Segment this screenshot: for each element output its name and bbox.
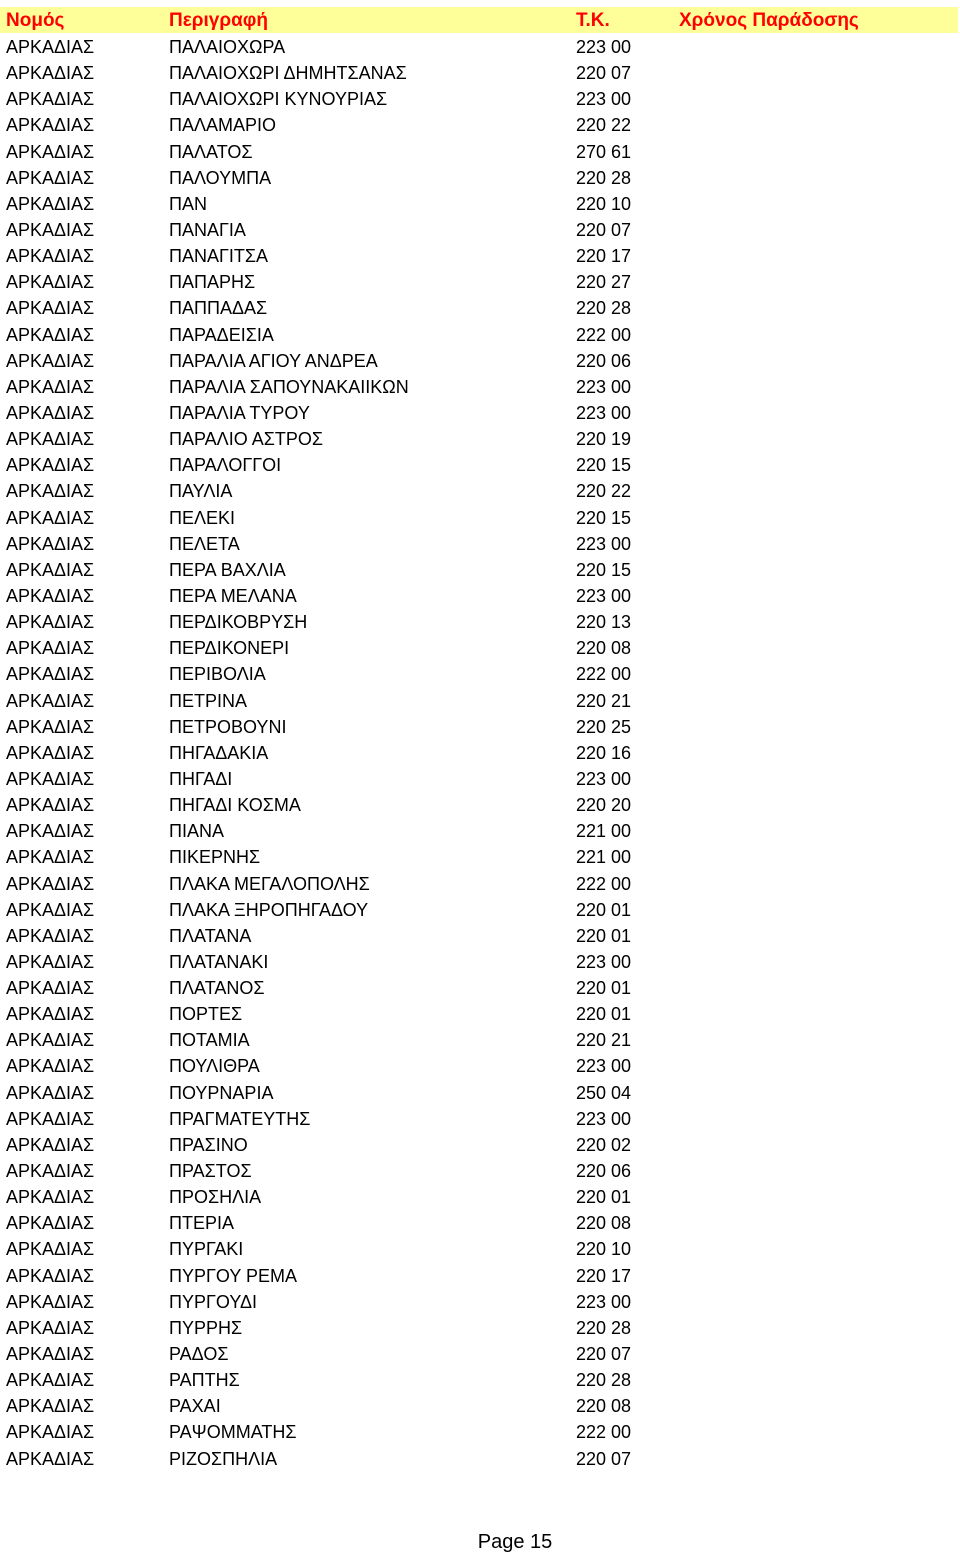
cell-perigrafi: ΠΑΝ bbox=[169, 193, 208, 214]
cell-perigrafi: ΡΑΨΟΜΜΑΤΗΣ bbox=[169, 1422, 297, 1443]
cell-tk: 220 07 bbox=[576, 219, 632, 240]
cell-tk: 220 01 bbox=[576, 1187, 632, 1208]
table-row bbox=[0, 661, 958, 687]
cell-nomos: ΑΡΚΑΔΙΑΣ bbox=[6, 742, 95, 763]
cell-perigrafi: ΠΛΑΤΑΝΑ bbox=[169, 925, 252, 946]
cell-tk: 220 01 bbox=[576, 899, 632, 920]
table-row bbox=[0, 531, 958, 557]
cell-tk: 220 01 bbox=[576, 978, 632, 999]
cell-tk: 220 10 bbox=[576, 1239, 632, 1260]
table-row bbox=[0, 1053, 958, 1079]
cell-nomos: ΑΡΚΑΔΙΑΣ bbox=[6, 429, 95, 450]
cell-perigrafi: ΠΕΛΕΚΙ bbox=[169, 507, 236, 528]
cell-tk: 220 28 bbox=[576, 1317, 632, 1338]
cell-tk: 220 07 bbox=[576, 63, 632, 84]
table-row bbox=[0, 949, 958, 975]
cell-nomos: ΑΡΚΑΔΙΑΣ bbox=[6, 1187, 95, 1208]
cell-perigrafi: ΠΑΡΑΔΕΙΣΙΑ bbox=[169, 324, 274, 345]
cell-nomos: ΑΡΚΑΔΙΑΣ bbox=[6, 298, 95, 319]
table-row bbox=[0, 86, 958, 112]
cell-tk: 220 27 bbox=[576, 272, 632, 293]
cell-perigrafi: ΠΟΥΛΙΘΡΑ bbox=[169, 1056, 260, 1077]
table-row bbox=[0, 165, 958, 191]
table-row bbox=[0, 112, 958, 138]
cell-perigrafi: ΠΟΡΤΕΣ bbox=[169, 1004, 243, 1025]
cell-perigrafi: ΠΗΓΑΔΑΚΙΑ bbox=[169, 742, 269, 763]
cell-tk: 220 25 bbox=[576, 716, 632, 737]
cell-tk: 220 19 bbox=[576, 429, 632, 450]
table-row bbox=[0, 1419, 958, 1445]
column-header-xronos: Χρόνος Παράδοσης bbox=[679, 10, 859, 31]
cell-perigrafi: ΠΑΛΟΥΜΠΑ bbox=[169, 167, 272, 188]
table-row bbox=[0, 871, 958, 897]
cell-nomos: ΑΡΚΑΔΙΑΣ bbox=[6, 350, 95, 371]
cell-tk: 220 06 bbox=[576, 350, 632, 371]
table-row bbox=[0, 897, 958, 923]
table-row bbox=[0, 609, 958, 635]
cell-nomos: ΑΡΚΑΔΙΑΣ bbox=[6, 376, 95, 397]
table-row bbox=[0, 1210, 958, 1236]
cell-perigrafi: ΠΑΛΑΙΟΧΩΡΑ bbox=[169, 37, 286, 57]
cell-nomos: ΑΡΚΑΔΙΑΣ bbox=[6, 1134, 95, 1155]
table-row bbox=[0, 923, 958, 949]
table-row bbox=[0, 374, 958, 400]
cell-tk: 222 00 bbox=[576, 324, 632, 345]
cell-tk: 270 61 bbox=[576, 141, 632, 162]
cell-nomos: ΑΡΚΑΔΙΑΣ bbox=[6, 1317, 95, 1338]
cell-nomos: ΑΡΚΑΔΙΑΣ bbox=[6, 115, 95, 136]
cell-perigrafi: ΠΑΡΑΛΙΑ ΑΓΙΟΥ ΑΝΔΡΕΑ bbox=[169, 350, 378, 371]
cell-tk: 220 28 bbox=[576, 167, 632, 188]
cell-tk: 220 08 bbox=[576, 1396, 632, 1417]
cell-tk: 223 00 bbox=[576, 533, 632, 554]
cell-nomos: ΑΡΚΑΔΙΑΣ bbox=[6, 585, 95, 606]
cell-tk: 223 00 bbox=[576, 951, 632, 972]
cell-nomos: ΑΡΚΑΔΙΑΣ bbox=[6, 481, 95, 502]
cell-nomos: ΑΡΚΑΔΙΑΣ bbox=[6, 219, 95, 240]
cell-nomos: ΑΡΚΑΔΙΑΣ bbox=[6, 63, 95, 84]
cell-tk: 220 20 bbox=[576, 795, 632, 816]
table-row bbox=[0, 217, 958, 243]
table-row bbox=[0, 688, 958, 714]
table-row bbox=[0, 1341, 958, 1367]
cell-nomos: ΑΡΚΑΔΙΑΣ bbox=[6, 1291, 95, 1312]
cell-tk: 221 00 bbox=[576, 821, 632, 842]
table-row bbox=[0, 400, 958, 426]
cell-tk: 220 28 bbox=[576, 1370, 632, 1391]
cell-perigrafi: ΠΛΑΚΑ ΞΗΡΟΠΗΓΑΔΟΥ bbox=[169, 899, 369, 920]
cell-perigrafi: ΠΑΥΛΙΑ bbox=[169, 481, 233, 502]
table-row bbox=[0, 295, 958, 321]
cell-tk: 220 15 bbox=[576, 507, 632, 528]
cell-tk: 223 00 bbox=[576, 89, 632, 110]
table-row bbox=[0, 139, 958, 165]
cell-nomos: ΑΡΚΑΔΙΑΣ bbox=[6, 1213, 95, 1234]
table-row bbox=[0, 583, 958, 609]
cell-nomos: ΑΡΚΑΔΙΑΣ bbox=[6, 37, 95, 57]
cell-tk: 220 06 bbox=[576, 1161, 632, 1182]
cell-perigrafi: ΠΡΑΓΜΑΤΕΥΤΗΣ bbox=[169, 1108, 311, 1129]
cell-tk: 221 00 bbox=[576, 847, 632, 868]
table-row bbox=[0, 269, 958, 295]
column-header-tk: Τ.Κ. bbox=[576, 10, 610, 31]
cell-nomos: ΑΡΚΑΔΙΑΣ bbox=[6, 246, 95, 267]
cell-nomos: ΑΡΚΑΔΙΑΣ bbox=[6, 1422, 95, 1443]
cell-perigrafi: ΠΑΡΑΛΙΑ ΤΥΡΟΥ bbox=[169, 402, 310, 423]
table-row bbox=[0, 452, 958, 478]
cell-nomos: ΑΡΚΑΔΙΑΣ bbox=[6, 455, 95, 476]
cell-perigrafi: ΠΥΡΓΟΥΔΙ bbox=[169, 1291, 258, 1312]
cell-perigrafi: ΠΤΕΡΙΑ bbox=[169, 1213, 235, 1234]
cell-perigrafi: ΠΥΡΡΗΣ bbox=[169, 1317, 243, 1338]
cell-tk: 223 00 bbox=[576, 402, 632, 423]
cell-nomos: ΑΡΚΑΔΙΑΣ bbox=[6, 1239, 95, 1260]
table-row bbox=[0, 714, 958, 740]
cell-nomos: ΑΡΚΑΔΙΑΣ bbox=[6, 1370, 95, 1391]
cell-perigrafi: ΠΙΑΝΑ bbox=[169, 821, 225, 842]
cell-tk: 222 00 bbox=[576, 1422, 632, 1443]
cell-nomos: ΑΡΚΑΔΙΑΣ bbox=[6, 873, 95, 894]
table-body bbox=[0, 34, 958, 1472]
table-row bbox=[0, 60, 958, 86]
cell-tk: 220 28 bbox=[576, 298, 632, 319]
table-row bbox=[0, 557, 958, 583]
cell-tk: 223 00 bbox=[576, 1291, 632, 1312]
cell-perigrafi: ΠΛΑΤΑΝΑΚΙ bbox=[169, 951, 269, 972]
cell-tk: 220 15 bbox=[576, 455, 632, 476]
table-row bbox=[0, 348, 958, 374]
cell-nomos: ΑΡΚΑΔΙΑΣ bbox=[6, 533, 95, 554]
table-row bbox=[0, 975, 958, 1001]
cell-nomos: ΑΡΚΑΔΙΑΣ bbox=[6, 193, 95, 214]
column-header-perigrafi: Περιγραφή bbox=[169, 10, 268, 31]
cell-perigrafi: ΠΕΛΕΤΑ bbox=[169, 533, 240, 554]
cell-nomos: ΑΡΚΑΔΙΑΣ bbox=[6, 690, 95, 711]
cell-nomos: ΑΡΚΑΔΙΑΣ bbox=[6, 1396, 95, 1417]
table-row bbox=[0, 766, 958, 792]
cell-perigrafi: ΠΟΥΡΝΑΡΙΑ bbox=[169, 1082, 274, 1103]
cell-tk: 220 21 bbox=[576, 690, 632, 711]
cell-nomos: ΑΡΚΑΔΙΑΣ bbox=[6, 1344, 95, 1365]
cell-nomos: ΑΡΚΑΔΙΑΣ bbox=[6, 821, 95, 842]
table-row bbox=[0, 740, 958, 766]
cell-perigrafi: ΠΡΟΣΗΛΙΑ bbox=[169, 1187, 262, 1208]
cell-nomos: ΑΡΚΑΔΙΑΣ bbox=[6, 89, 95, 110]
cell-perigrafi: ΠΑΝΑΓΙΑ bbox=[169, 219, 246, 240]
cell-perigrafi: ΠΑΛΑΙΟΧΩΡΙ ΔΗΜΗΤΣΑΝΑΣ bbox=[169, 63, 407, 84]
table-row bbox=[0, 1315, 958, 1341]
page-number: Page 15 bbox=[477, 1531, 553, 1553]
cell-tk: 220 08 bbox=[576, 1213, 632, 1234]
table-row bbox=[0, 1393, 958, 1419]
cell-perigrafi: ΠΑΛΑΜΑΡΙΟ bbox=[169, 115, 277, 136]
table-row bbox=[0, 1080, 958, 1106]
cell-tk: 222 00 bbox=[576, 664, 632, 685]
cell-nomos: ΑΡΚΑΔΙΑΣ bbox=[6, 899, 95, 920]
cell-perigrafi: ΡΑΠΤΗΣ bbox=[169, 1370, 240, 1391]
cell-perigrafi: ΠΑΡΑΛΙΟ ΑΣΤΡΟΣ bbox=[169, 429, 323, 450]
table-row bbox=[0, 1027, 958, 1053]
table-row bbox=[0, 818, 958, 844]
cell-nomos: ΑΡΚΑΔΙΑΣ bbox=[6, 716, 95, 737]
cell-tk: 220 10 bbox=[576, 193, 632, 214]
table-row bbox=[0, 191, 958, 217]
cell-tk: 220 22 bbox=[576, 115, 632, 136]
cell-nomos: ΑΡΚΑΔΙΑΣ bbox=[6, 1448, 95, 1469]
table-row bbox=[0, 1184, 958, 1210]
cell-nomos: ΑΡΚΑΔΙΑΣ bbox=[6, 507, 95, 528]
table-row bbox=[0, 426, 958, 452]
cell-perigrafi: ΠΗΓΑΔΙ ΚΟΣΜΑ bbox=[169, 795, 301, 816]
cell-nomos: ΑΡΚΑΔΙΑΣ bbox=[6, 768, 95, 789]
table-row bbox=[0, 322, 958, 348]
cell-nomos: ΑΡΚΑΔΙΑΣ bbox=[6, 1030, 95, 1051]
cell-nomos: ΑΡΚΑΔΙΑΣ bbox=[6, 978, 95, 999]
cell-tk: 223 00 bbox=[576, 1056, 632, 1077]
cell-perigrafi: ΠΑΠΠΑΔΑΣ bbox=[169, 298, 268, 319]
cell-tk: 220 01 bbox=[576, 1004, 632, 1025]
cell-nomos: ΑΡΚΑΔΙΑΣ bbox=[6, 664, 95, 685]
cell-tk: 220 16 bbox=[576, 742, 632, 763]
cell-nomos: ΑΡΚΑΔΙΑΣ bbox=[6, 402, 95, 423]
cell-nomos: ΑΡΚΑΔΙΑΣ bbox=[6, 612, 95, 633]
cell-perigrafi: ΠΛΑΚΑ ΜΕΓΑΛΟΠΟΛΗΣ bbox=[169, 873, 370, 894]
cell-perigrafi: ΠΛΑΤΑΝΟΣ bbox=[169, 978, 265, 999]
cell-tk: 223 00 bbox=[576, 768, 632, 789]
cell-tk: 220 15 bbox=[576, 559, 632, 580]
cell-perigrafi: ΠΡΑΣΤΟΣ bbox=[169, 1161, 252, 1182]
cell-perigrafi: ΠΑΠΑΡΗΣ bbox=[169, 272, 256, 293]
table-row bbox=[0, 1236, 958, 1262]
cell-tk: 220 21 bbox=[576, 1030, 632, 1051]
cell-tk: 223 00 bbox=[576, 376, 632, 397]
cell-tk: 220 01 bbox=[576, 925, 632, 946]
table-row bbox=[0, 844, 958, 870]
cell-tk: 223 00 bbox=[576, 1108, 632, 1129]
cell-perigrafi: ΠΑΡΑΛΙΑ ΣΑΠΟΥΝΑΚΑΙΙΚΩΝ bbox=[169, 376, 409, 397]
cell-perigrafi: ΠΡΑΣΙΝΟ bbox=[169, 1134, 248, 1155]
cell-tk: 220 07 bbox=[576, 1448, 632, 1469]
cell-perigrafi: ΡΑΧΑΙ bbox=[169, 1396, 221, 1417]
cell-tk: 220 02 bbox=[576, 1134, 632, 1155]
cell-tk: 220 22 bbox=[576, 481, 632, 502]
cell-nomos: ΑΡΚΑΔΙΑΣ bbox=[6, 559, 95, 580]
table-row bbox=[0, 243, 958, 269]
table-row bbox=[0, 34, 958, 60]
cell-perigrafi: ΠΕΡΑ ΜΕΛΑΝΑ bbox=[169, 585, 297, 606]
cell-nomos: ΑΡΚΑΔΙΑΣ bbox=[6, 847, 95, 868]
cell-perigrafi: ΠΕΤΡΙΝΑ bbox=[169, 690, 248, 711]
table-row bbox=[0, 1367, 958, 1393]
table-row bbox=[0, 1289, 958, 1315]
cell-tk: 220 17 bbox=[576, 1265, 632, 1286]
cell-perigrafi: ΠΕΤΡΟΒΟΥΝΙ bbox=[169, 716, 287, 737]
table-row bbox=[0, 792, 958, 818]
cell-perigrafi: ΠΕΡΑ ΒΑΧΛΙΑ bbox=[169, 559, 286, 580]
cell-perigrafi: ΠΕΡΔΙΚΟΝΕΡΙ bbox=[169, 638, 290, 659]
cell-tk: 220 17 bbox=[576, 246, 632, 267]
cell-perigrafi: ΠΥΡΓΑΚΙ bbox=[169, 1239, 244, 1260]
cell-tk: 220 13 bbox=[576, 612, 632, 633]
cell-nomos: ΑΡΚΑΔΙΑΣ bbox=[6, 925, 95, 946]
cell-tk: 223 00 bbox=[576, 585, 632, 606]
cell-perigrafi: ΠΙΚΕΡΝΗΣ bbox=[169, 847, 261, 868]
cell-perigrafi: ΠΑΛΑΙΟΧΩΡΙ ΚΥΝΟΥΡΙΑΣ bbox=[169, 89, 388, 110]
cell-nomos: ΑΡΚΑΔΙΑΣ bbox=[6, 167, 95, 188]
table-row bbox=[0, 635, 958, 661]
cell-perigrafi: ΠΗΓΑΔΙ bbox=[169, 768, 233, 789]
cell-perigrafi: ΠΑΝΑΓΙΤΣΑ bbox=[169, 246, 269, 267]
cell-perigrafi: ΡΙΖΟΣΠΗΛΙΑ bbox=[169, 1448, 278, 1469]
cell-nomos: ΑΡΚΑΔΙΑΣ bbox=[6, 1161, 95, 1182]
cell-perigrafi: ΠΕΡΔΙΚΟΒΡΥΣΗ bbox=[169, 612, 308, 633]
cell-nomos: ΑΡΚΑΔΙΑΣ bbox=[6, 1082, 95, 1103]
cell-tk: 220 08 bbox=[576, 638, 632, 659]
table-row bbox=[0, 1263, 958, 1289]
cell-tk: 222 00 bbox=[576, 873, 632, 894]
cell-nomos: ΑΡΚΑΔΙΑΣ bbox=[6, 1004, 95, 1025]
cell-nomos: ΑΡΚΑΔΙΑΣ bbox=[6, 951, 95, 972]
table-header-row bbox=[0, 7, 958, 33]
table-row bbox=[0, 478, 958, 504]
cell-nomos: ΑΡΚΑΔΙΑΣ bbox=[6, 1056, 95, 1077]
table-row bbox=[0, 1132, 958, 1158]
cell-nomos: ΑΡΚΑΔΙΑΣ bbox=[6, 324, 95, 345]
column-header-nomos: Νομός bbox=[6, 10, 65, 31]
cell-tk: 220 07 bbox=[576, 1344, 632, 1365]
cell-nomos: ΑΡΚΑΔΙΑΣ bbox=[6, 638, 95, 659]
table-row bbox=[0, 1001, 958, 1027]
table-row bbox=[0, 1106, 958, 1132]
cell-nomos: ΑΡΚΑΔΙΑΣ bbox=[6, 1108, 95, 1129]
table-row bbox=[0, 505, 958, 531]
cell-perigrafi: ΡΑΔΟΣ bbox=[169, 1344, 229, 1365]
cell-tk: 250 04 bbox=[576, 1082, 632, 1103]
cell-perigrafi: ΠΟΤΑΜΙΑ bbox=[169, 1030, 250, 1051]
table-row bbox=[0, 1446, 958, 1472]
cell-perigrafi: ΠΑΡΑΛΟΓΓΟΙ bbox=[169, 455, 282, 476]
cell-nomos: ΑΡΚΑΔΙΑΣ bbox=[6, 1265, 95, 1286]
cell-nomos: ΑΡΚΑΔΙΑΣ bbox=[6, 795, 95, 816]
table-row bbox=[0, 1158, 958, 1184]
cell-perigrafi: ΠΑΛΑΤΟΣ bbox=[169, 141, 253, 162]
cell-nomos: ΑΡΚΑΔΙΑΣ bbox=[6, 141, 95, 162]
cell-tk: 223 00 bbox=[576, 37, 632, 57]
cell-perigrafi: ΠΕΡΙΒΟΛΙΑ bbox=[169, 664, 266, 685]
cell-perigrafi: ΠΥΡΓΟΥ ΡΕΜΑ bbox=[169, 1265, 298, 1286]
cell-nomos: ΑΡΚΑΔΙΑΣ bbox=[6, 272, 95, 293]
